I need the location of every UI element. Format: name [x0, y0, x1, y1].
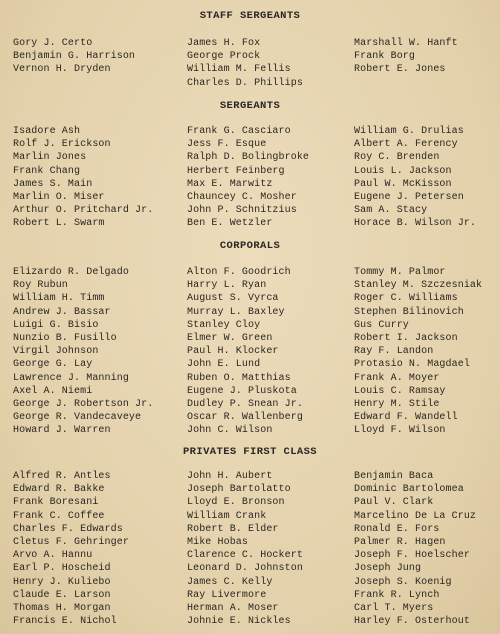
roster-name: Johnie E. Nickles — [187, 616, 291, 628]
roster-name: Charles D. Phillips — [187, 77, 303, 89]
roster-name: Eugene J. Petersen — [354, 192, 464, 204]
roster-name: John H. Aubert — [187, 471, 273, 482]
roster-name: Henry J. Kuliebo — [13, 576, 111, 588]
roster-name: Max E. Marwitz — [187, 178, 273, 190]
roster-name: Isadore Ash — [13, 126, 81, 137]
roster-name: Louis L. Jackson — [354, 165, 452, 177]
roster-name: George R. Vandecaveye — [13, 412, 142, 424]
roster-name: Robert L. Swarm — [13, 218, 105, 230]
roster-name: Frank A. Moyer — [354, 372, 440, 384]
roster-name: Ben E. Wetzler — [187, 218, 273, 230]
roster-name: Alton F. Goodrich — [187, 267, 291, 278]
roster-name: James H. Fox — [187, 38, 261, 49]
name-column — [13, 125, 153, 231]
roster-name: Axel A. Niemi — [13, 385, 93, 397]
roster-name: Virgil Johnson — [13, 346, 99, 358]
roster-name: August S. Vyrca — [187, 293, 279, 305]
roster-name: Frank R. Lynch — [354, 589, 440, 601]
roster-name: Louis C. Ramsay — [354, 385, 446, 397]
roster-name: Stanley M. Szczesniak — [354, 280, 483, 292]
roster-name: Alfred R. Antles — [13, 471, 111, 482]
roster-name: Edward F. Wandell — [354, 412, 458, 424]
roster-name: Leonard D. Johnston — [187, 563, 303, 575]
section-heading: SERGEANTS — [219, 100, 281, 112]
roster-name: Oscar R. Wallenberg — [187, 412, 303, 424]
roster-name: Jess F. Esque — [187, 139, 267, 151]
roster-name: Gory J. Certo — [13, 38, 93, 49]
name-column — [13, 470, 129, 628]
section-heading: PRIVATES FIRST CLASS — [182, 446, 318, 458]
name-column — [354, 470, 476, 628]
roster-name: Roy C. Brenden — [354, 152, 440, 164]
roster-name: Herbert Feinberg — [187, 165, 285, 177]
roster-name: Marlin O. Miser — [13, 192, 105, 204]
roster-name: Paul W. McKisson — [354, 178, 452, 190]
roster-name: William M. Fellis — [187, 64, 291, 76]
roster-name: Arvo A. Hannu — [13, 550, 93, 562]
roster-name: Roy Rubun — [13, 280, 68, 292]
roster-name: James C. Kelly — [187, 576, 273, 588]
name-column — [354, 125, 476, 231]
roster-name: Stephen Bilinovich — [354, 306, 464, 318]
roster-name: Lloyd E. Bronson — [187, 497, 285, 509]
roster-name: Mike Hobas — [187, 537, 249, 549]
roster-name: Luigi G. Bisio — [13, 319, 99, 331]
roster-name: William G. Drulias — [354, 126, 464, 137]
roster-name: Joseph Bartolatto — [187, 484, 291, 496]
roster-name: Joseph Jung — [354, 563, 422, 575]
roster-name: Earl P. Hoscheid — [13, 563, 111, 575]
roster-name: James S. Main — [13, 178, 93, 190]
roster-name: Gus Curry — [354, 319, 409, 331]
roster-name: Dominic Bartolomea — [354, 484, 464, 496]
roster-name: George J. Robertson Jr. — [13, 399, 154, 411]
roster-name: Thomas H. Morgan — [13, 603, 111, 615]
roster-name: Benjamin G. Harrison — [13, 51, 136, 63]
name-column — [354, 37, 458, 77]
roster-name: John C. Wilson — [187, 425, 273, 437]
name-column — [187, 470, 303, 628]
roster-name: Horace B. Wilson Jr. — [354, 218, 477, 230]
roster-name: Elizardo R. Delgado — [13, 267, 129, 278]
name-column — [187, 37, 303, 90]
roster-name: Lawrence J. Manning — [13, 372, 129, 384]
roster-name: George Prock — [187, 51, 261, 63]
roster-name: John P. Schnitzius — [187, 205, 297, 217]
roster-name: Joseph F. Hoelscher — [354, 550, 470, 562]
roster-name: Paul V. Clark — [354, 497, 434, 509]
roster-name: Stanley Cloy — [187, 319, 261, 331]
roster-name: Henry M. Stile — [354, 399, 440, 411]
roster-name: Ray F. Landon — [354, 346, 434, 358]
roster-name: Nunzio B. Fusillo — [13, 333, 117, 345]
roster-name: Rolf J. Erickson — [13, 139, 111, 151]
name-column — [187, 125, 309, 231]
roster-name: Murray L. Baxley — [187, 306, 285, 318]
roster-name: Frank Borg — [354, 51, 416, 63]
roster-name: Robert E. Jones — [354, 64, 446, 76]
roster-name: Elmer W. Green — [187, 333, 273, 345]
roster-name: Sam A. Stacy — [354, 205, 428, 217]
roster-name: Harry L. Ryan — [187, 280, 267, 292]
name-column — [354, 266, 482, 438]
roster-name: Claude E. Larson — [13, 589, 111, 601]
roster-name: Charles F. Edwards — [13, 523, 123, 535]
roster-name: Howard J. Warren — [13, 425, 111, 437]
roster-name: Palmer R. Hagen — [354, 537, 446, 549]
name-column — [13, 37, 135, 77]
roster-name: Marcelino De La Cruz — [354, 510, 477, 522]
roster-name: William H. Timm — [13, 293, 105, 305]
section-heading: CORPORALS — [219, 240, 281, 252]
roster-name: George G. Lay — [13, 359, 93, 371]
roster-name: Frank Chang — [13, 165, 81, 177]
roster-name: Paul H. Klocker — [187, 346, 279, 358]
roster-name: Frank Boresani — [13, 497, 99, 509]
roster-name: Albert A. Ferency — [354, 139, 458, 151]
roster-name: Frank G. Casciaro — [187, 126, 291, 137]
roster-name: Dudley P. Snean Jr. — [187, 399, 303, 411]
roster-name: Ronald E. Fors — [354, 523, 440, 535]
roster-name: Harley F. Osterhout — [354, 616, 470, 628]
name-column — [187, 266, 303, 438]
roster-name: Benjamin Baca — [354, 471, 434, 482]
section-heading: STAFF SERGEANTS — [199, 10, 301, 22]
roster-name: Eugene J. Pluskota — [187, 385, 297, 397]
roster-name: Marshall W. Hanft — [354, 38, 458, 49]
roster-name: Joseph S. Koenig — [354, 576, 452, 588]
roster-name: Edward R. Bakke — [13, 484, 105, 496]
name-column — [13, 266, 153, 438]
roster-name: Carl T. Myers — [354, 603, 434, 615]
roster-name: Cletus F. Gehringer — [13, 537, 129, 549]
roster-name: Ralph D. Bolingbroke — [187, 152, 310, 164]
roster-name: Clarence C. Hockert — [187, 550, 303, 562]
roster-name: Frank C. Coffee — [13, 510, 105, 522]
roster-name: Chauncey C. Mosher — [187, 192, 297, 204]
roster-name: Robert I. Jackson — [354, 333, 458, 345]
roster-name: Herman A. Moser — [187, 603, 279, 615]
roster-name: Lloyd F. Wilson — [354, 425, 446, 437]
roster-name: Marlin Jones — [13, 152, 87, 164]
roster-name: Andrew J. Bassar — [13, 306, 111, 318]
roster-name: Ray Livermore — [187, 589, 267, 601]
roster-name: Vernon H. Dryden — [13, 64, 111, 76]
roster-name: Ruben O. Matthias — [187, 372, 291, 384]
roster-name: William Crank — [187, 510, 267, 522]
roster-name: Francis E. Nichol — [13, 616, 117, 628]
roster-name: Protasio N. Magdael — [354, 359, 470, 371]
roster-name: Robert B. Elder — [187, 523, 279, 535]
roster-name: John E. Lund — [187, 359, 261, 371]
roster-name: Arthur O. Pritchard Jr. — [13, 205, 154, 217]
roster-name: Roger C. Williams — [354, 293, 458, 305]
roster-name: Tommy M. Palmor — [354, 267, 446, 278]
